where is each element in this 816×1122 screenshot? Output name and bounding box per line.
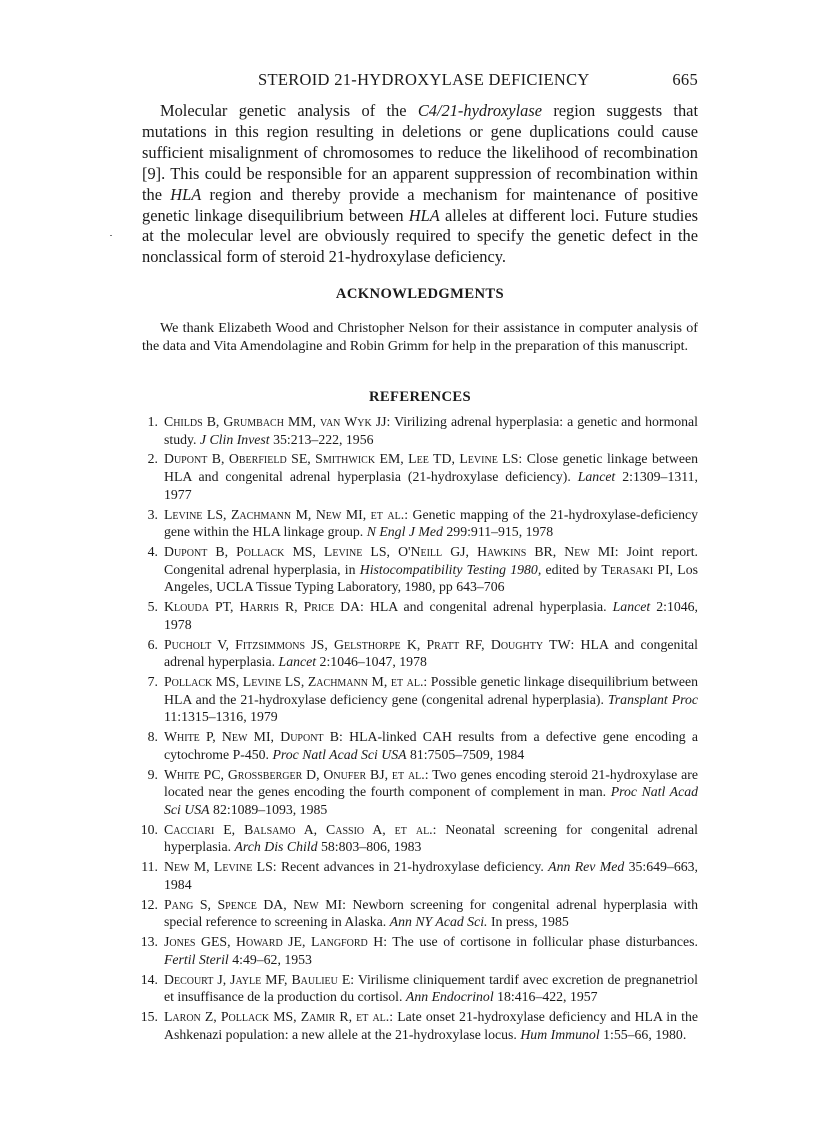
- reference-number: 10.: [140, 821, 158, 837]
- reference-item: [142, 766, 698, 819]
- reference-journal: J Clin Invest: [199, 431, 270, 447]
- reference-list: [142, 413, 698, 1046]
- reference-number: 5.: [147, 599, 158, 615]
- reference-title: : Possible genetic linkage disequilibrium between HLA and the 21-hydroxylase deficiency gene (congenital adrenal hyperplasia).: [164, 674, 698, 707]
- reference-number: 2.: [147, 451, 158, 467]
- reference-authors: White PC, Grossberger D, Onufer BJ, et al.: [164, 766, 425, 782]
- reference-authors: New M, Levine LS: [164, 859, 273, 875]
- reference-citation: 35:213–222, 1956: [269, 431, 374, 447]
- body-text-segment: Molecular genetic analysis of the: [160, 101, 418, 120]
- reference-item: [142, 673, 698, 726]
- reference-number: 15.: [140, 1009, 158, 1025]
- reference-citation: 2:1309–1311, 1977: [164, 469, 698, 502]
- reference-citation: 1:55–66, 1980.: [599, 1026, 687, 1042]
- reference-authors: Childs B, Grumbach MM, van Wyk JJ: [164, 414, 387, 429]
- reference-number: 12.: [140, 896, 158, 912]
- reference-journal: Proc Natl Acad Sci USA: [272, 746, 407, 762]
- reference-title: : The use of cortisone in follicular phase disturbances.: [383, 934, 698, 950]
- reference-number: 8.: [147, 729, 158, 745]
- reference-number: 6.: [147, 636, 158, 652]
- reference-number: 3.: [147, 506, 158, 522]
- reference-citation: 35:649–663, 1984: [164, 859, 698, 892]
- reference-number: 7.: [147, 674, 158, 690]
- reference-number: 14.: [140, 971, 158, 987]
- reference-title: : Virilizing adrenal hyperplasia: a genetic and hormonal study.: [164, 414, 698, 447]
- body-text-segment: alleles at different loci. Future studies at the molecular level are obviously required to specify the genetic defect in the nonclassical form of steroid 21-hydroxylase deficiency.: [142, 205, 699, 267]
- reference-item: [142, 896, 698, 931]
- reference-citation: 81:7505–7509, 1984: [406, 746, 525, 762]
- page-number: 665: [672, 70, 698, 89]
- acknowledgments-heading: ACKNOWLEDGMENTS: [335, 286, 505, 302]
- reference-number: 9.: [147, 766, 158, 782]
- reference-number: 11.: [141, 859, 158, 875]
- reference-number: 13.: [140, 934, 158, 950]
- reference-journal: Proc Natl Acad Sci USA: [164, 784, 699, 817]
- reference-item: [142, 598, 698, 633]
- reference-journal: Hum Immunol: [520, 1026, 600, 1042]
- reference-journal: Lancet: [612, 599, 651, 615]
- reference-citation: 82:1089–1093, 1985: [209, 801, 328, 817]
- reference-citation: 4:49–62, 1953: [228, 951, 312, 967]
- reference-citation: , Los Angeles, UCLA Tissue Typing Laboratory, 1980, pp 643–706: [164, 561, 699, 595]
- reference-title: : Newborn screening for congenital adrenal hyperplasia with special reference to screening in Alaska.: [164, 896, 698, 930]
- reference-item: [142, 450, 698, 503]
- reference-journal: Arch Dis Child: [234, 839, 318, 855]
- reference-journal: Ann Endocrinol: [405, 989, 494, 1005]
- reference-journal: Ann NY Acad Sci.: [389, 914, 488, 930]
- reference-citation: 299:911–915, 1978: [442, 524, 554, 540]
- running-head-title: STEROID 21-HYDROXYLASE DEFICIENCY: [258, 70, 590, 89]
- reference-journal: Histocompatibility Testing 1980,: [359, 561, 542, 577]
- reference-citation: 58:803–806, 1983: [317, 839, 422, 855]
- reference-authors: Levine LS, Zachmann M, New MI, et al.: [164, 506, 405, 522]
- reference-authors: Dupont B, Pollack MS, Levine LS, O'Neill GJ, Hawkins BR, New MI: [164, 544, 615, 560]
- hla-term: HLA: [408, 205, 440, 225]
- reference-authors: Laron Z, Pollack MS, Zamir R, et al.: [164, 1009, 390, 1025]
- reference-item: [142, 1008, 698, 1043]
- reference-title: : Recent advances in 21-hydroxylase deficiency.: [272, 859, 549, 875]
- reference-editor: Terasaki PI: [601, 561, 670, 577]
- reference-authors: Klouda PT, Harris R, Price DA: [164, 599, 361, 615]
- reference-item: [142, 971, 698, 1006]
- reference-authors: Pucholt V, Fitzsimmons JS, Gelsthorpe K, Pratt RF, Doughty TW: [164, 636, 571, 652]
- body-text-segment: region suggests that mutations in this region resulting in deletions or gene duplications could cause sufficient misalignment of chromosomes to reduce the likelihood of recombination [9]. This could be responsible for an apparent suppression of recombination within the: [142, 101, 698, 204]
- hla-term: HLA: [170, 184, 202, 204]
- reference-title: : Late onset 21-hydroxylase deficiency and HLA in the Ashkenazi population: a new allele at the 21-hydroxylase locus.: [164, 1009, 699, 1042]
- reference-citation: In press, 1985: [487, 914, 569, 930]
- margin-mark: [110, 235, 112, 236]
- reference-title: : Two genes encoding steroid 21-hydroxylase are located near the genes encoding the fourth component of complement in man.: [164, 766, 698, 800]
- reference-citation: 18:416–422, 1957: [493, 989, 598, 1005]
- reference-item: [142, 636, 698, 671]
- reference-title: : HLA and congenital adrenal hyperplasia.: [164, 636, 698, 670]
- reference-journal: Fertil Steril: [164, 951, 229, 967]
- reference-item: [142, 821, 698, 856]
- reference-item: [142, 728, 698, 763]
- reference-journal: N Engl J Med: [366, 524, 443, 540]
- reference-authors: Jones GES, Howard JE, Langford H: [164, 934, 384, 950]
- acknowledgments-text: We thank Elizabeth Wood and Christopher Nelson for their assistance in computer analysis of the data and Vita Amendolagine and Robin Grimm for help in the preparation of this manuscript.: [142, 320, 698, 355]
- reference-authors: Pollack MS, Levine LS, Zachmann M, et al.: [164, 674, 424, 690]
- reference-journal: Lancet: [278, 654, 317, 670]
- reference-item: [142, 858, 698, 893]
- reference-citation: 2:1046–1047, 1978: [316, 654, 427, 670]
- reference-citation: 11:1315–1316, 1979: [164, 709, 278, 725]
- references-heading: REFERENCES: [368, 389, 472, 405]
- reference-item: [142, 413, 698, 448]
- reference-number: 4.: [147, 544, 158, 560]
- reference-title: : HLA and congenital adrenal hyperplasia.: [360, 599, 613, 615]
- reference-citation: 2:1046, 1978: [164, 599, 698, 632]
- reference-authors: Pang S, Spence DA, New MI: [164, 896, 343, 912]
- reference-number: 1.: [147, 414, 158, 429]
- reference-title: : HLA-linked CAH results from a defective gene encoding a cytochrome P-450.: [164, 729, 699, 762]
- reference-title: : Close genetic linkage between HLA and congenital adrenal hyperplasia (21-hydroxylase deficiency).: [164, 451, 698, 485]
- body-text-segment: region and thereby provide a mechanism for maintenance of positive genetic linkage disequilibrium between: [142, 184, 699, 225]
- reference-title: : Genetic mapping of the 21-hydroxylase-deficiency gene within the HLA linkage group.: [164, 506, 699, 540]
- reference-journal: Lancet: [577, 469, 616, 485]
- reference-item: [142, 506, 698, 541]
- reference-title: : Neonatal screening for congenital adrenal hyperplasia.: [164, 821, 699, 855]
- gene-region-term: C4/21-hydroxylase: [417, 101, 542, 120]
- reference-authors: White P, New MI, Dupont B: [164, 729, 340, 745]
- reference-citation: edited by: [541, 561, 602, 577]
- reference-authors: Decourt J, Jayle MF, Baulieu E: [164, 971, 351, 987]
- reference-item: [142, 933, 698, 968]
- reference-journal: Transplant Proc: [607, 691, 698, 707]
- reference-journal: Ann Rev Med: [548, 859, 625, 875]
- reference-item: [142, 543, 698, 596]
- body-paragraph: [142, 101, 698, 268]
- reference-title: : Virilisme cliniquement tardif avec excretion de pregnanetriol et insuffisance de la production du cortisol.: [164, 971, 698, 1005]
- reference-authors: Cacciari E, Balsamo A, Cassio A, et al.: [164, 821, 433, 837]
- reference-title: : Joint report. Congenital adrenal hyperplasia, in: [164, 544, 698, 577]
- reference-authors: Dupont B, Oberfield SE, Smithwick EM, Lee TD, Levine LS: [164, 451, 519, 467]
